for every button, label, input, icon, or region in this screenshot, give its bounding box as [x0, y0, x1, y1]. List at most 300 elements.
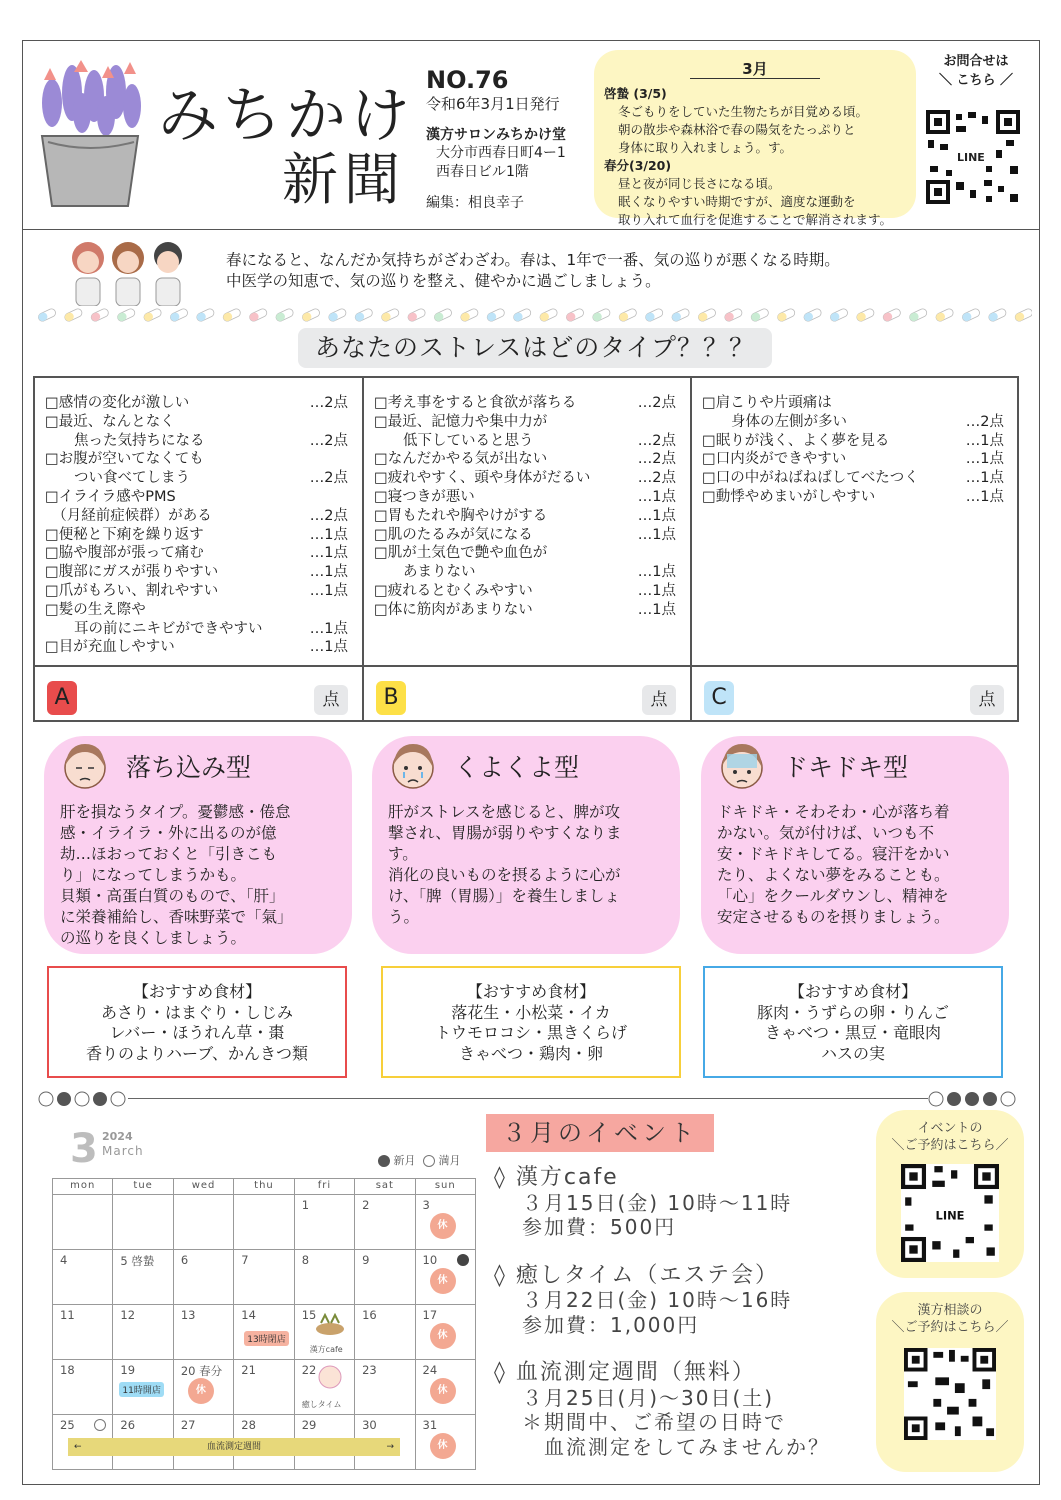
calendar-day: [173, 1195, 233, 1250]
type-description-line: 安定させるものを摂りましょう。: [717, 908, 950, 926]
type-title: 落ち込み型: [126, 753, 252, 782]
consult-qr-code[interactable]: [904, 1348, 996, 1440]
checklist-item[interactable]: [45, 394, 348, 413]
newsletter-title: みちかけ: [158, 81, 414, 151]
checklist-item-text: □肩こりや片頭痛は: [702, 395, 832, 411]
checklist-column-c: [692, 378, 1018, 720]
checklist-item-text: （月経前症候群）がある: [45, 507, 212, 524]
calendar-day: 9: [355, 1250, 415, 1305]
calendar-day: 17 休: [415, 1305, 475, 1360]
capsule-icon: [328, 308, 348, 323]
checklist-item-points: …2点: [965, 413, 1004, 430]
calendar-day: 21: [234, 1360, 294, 1415]
capsule-icon: [724, 308, 744, 323]
publish-date: 令和6年3月1日発行: [426, 95, 560, 113]
food-line: 香りのよりハーブ、かんきつ類: [86, 1043, 308, 1063]
type-description-line: 「心」をクールダウンし、精神を: [717, 887, 949, 905]
holiday-badge: 休: [430, 1213, 456, 1239]
capsule-icon: [988, 308, 1008, 323]
calendar-day: 5 啓蟄: [113, 1250, 173, 1305]
checklist-item[interactable]: [374, 432, 676, 451]
checklist-item[interactable]: [45, 413, 348, 432]
event-reservation-box: [876, 1110, 1024, 1278]
capsule-icon: [829, 308, 849, 323]
holiday-badge: 休: [430, 1268, 456, 1294]
checklist-item[interactable]: [374, 394, 676, 413]
calendar-day: [234, 1195, 294, 1250]
checklist-item-points: …2点: [309, 395, 348, 411]
type-description-line: 肝がストレスを感じると、脾が攻: [388, 803, 621, 821]
checklist-item-points: …1点: [309, 620, 348, 637]
salon-name: 漢方サロンみちかけ堂: [426, 127, 566, 143]
checklist-item-text: 低下していると思う: [374, 432, 534, 449]
checklist-item-points: …1点: [637, 601, 676, 618]
blood-flow-week-bar: [68, 1438, 400, 1456]
solar-term-label: 春分: [199, 1364, 223, 1378]
events-title: ３月のイベント: [486, 1114, 714, 1152]
crying-face-icon: [386, 738, 440, 792]
checklist-item[interactable]: [702, 394, 1004, 413]
checklist-item[interactable]: [45, 507, 348, 526]
calendar-day: 28: [234, 1415, 294, 1470]
season-month: 3月: [690, 60, 820, 79]
capsule-icon: [143, 308, 163, 323]
capsule-icon: [248, 308, 268, 323]
calendar-day: 27: [173, 1415, 233, 1470]
food-title: 【おすすめ食材】: [466, 982, 596, 1001]
contact-text: お問合せは: [943, 54, 1009, 69]
event-detail: 血流測定をしてみませんか？: [522, 1434, 830, 1459]
checklist-item[interactable]: [702, 413, 1004, 432]
full-moon-icon: [94, 1419, 106, 1431]
capsule-icon: [301, 308, 321, 323]
season-box: [594, 50, 916, 227]
food-line: トウモロコシ・黒きくらげ: [434, 1023, 627, 1042]
score-input-c[interactable]: 点: [970, 685, 1004, 715]
moon-dots-left: [38, 1091, 128, 1107]
capsule-icon: [565, 308, 585, 323]
weekday-header: tue: [113, 1179, 173, 1195]
checklist-item[interactable]: [702, 432, 1004, 451]
checklist-item-points: …1点: [309, 564, 348, 581]
checklist-item-text: □最近、記憶力や集中力が: [374, 413, 548, 430]
calendar-day: 7: [234, 1250, 294, 1305]
checklist-item-text: □口内炎ができやすい: [702, 451, 847, 468]
season-text: 身体に取り入れましょう。す。: [618, 140, 793, 155]
consult-reservation-box: [876, 1292, 1024, 1472]
header-divider: [22, 229, 1040, 230]
holiday-badge: 休: [430, 1378, 456, 1404]
checklist-column-a: [35, 378, 364, 720]
checklist-item[interactable]: [374, 507, 676, 526]
holiday-badge: 休: [430, 1433, 456, 1459]
address-line: 大分市西春日町4ー1: [436, 145, 566, 161]
calendar-day: 14 13時閉店: [234, 1305, 294, 1360]
score-row-b: [364, 665, 690, 722]
checklist-item-points: …1点: [309, 545, 348, 562]
calendar-month-name: March: [102, 1144, 144, 1158]
checklist-item-text: □髪の生え際や: [45, 601, 146, 618]
checklist-item-points: …1点: [637, 507, 676, 524]
checklist-item[interactable]: [374, 563, 676, 582]
capsule-icon: [433, 308, 453, 323]
capsule-icon: [908, 308, 928, 323]
checklist-item-text: □胃もたれや胸やけがする: [374, 507, 548, 524]
moon-legend: [378, 1152, 461, 1168]
checklist-item-points: …1点: [965, 470, 1004, 487]
type-description: [60, 802, 340, 949]
type-b-badge: B: [376, 681, 406, 715]
calendar-day: 20 春分 休: [173, 1360, 233, 1415]
checklist-item-points: …2点: [637, 395, 676, 411]
checklist-item-text: □爪がもろい、割れやすい: [45, 582, 219, 599]
capsule-icon: [486, 308, 506, 323]
events-list: [494, 1166, 830, 1459]
capsule-icon: [460, 308, 480, 323]
event-qr-code[interactable]: [901, 1164, 999, 1262]
capsule-icon: [776, 308, 796, 323]
food-box-b: [381, 966, 681, 1078]
checklist-item[interactable]: [45, 526, 348, 545]
season-text: 取り入れて血行を促進することで解消されます。: [618, 212, 893, 227]
season-term-1: 啓蟄 (3/5): [604, 86, 667, 101]
checklist-item-text: □体に筋肉があまりない: [374, 601, 533, 618]
type-title: くよくよ型: [454, 753, 580, 782]
calendar-day: 22 癒しタイム: [294, 1360, 354, 1415]
flower-bucket-illustration: [34, 58, 146, 208]
checklist-item-text: つい食べてしまう: [45, 470, 190, 487]
event-name: ◊ 癒しタイム（エステ会）: [494, 1262, 779, 1288]
staff-illustration: [66, 234, 192, 306]
capsule-border: [32, 306, 1032, 324]
anxious-face-icon: [715, 738, 769, 792]
event-label: 癒しタイム: [301, 1400, 342, 1409]
checklist-item-text: □肌のたるみが気になる: [374, 526, 533, 543]
qr-caption: 漢方相談の: [917, 1303, 983, 1318]
food-line: 豚肉・うずらの卵・りんご: [756, 1002, 949, 1022]
checklist-item-text: □イライラ感やPMS: [45, 488, 176, 505]
line-logo-text: LINE: [957, 151, 985, 164]
arrow-right-icon: →: [386, 1442, 394, 1452]
qr-caption: イベントの: [917, 1121, 983, 1136]
weekday-header: mon: [53, 1179, 113, 1195]
checklist-item-points: …1点: [309, 582, 348, 599]
food-line: きゃべつ・黒豆・竜眼肉: [764, 1023, 941, 1042]
capsule-icon: [1014, 308, 1032, 323]
calendar-day: 19 11時開店: [113, 1360, 173, 1415]
checklist-item[interactable]: [702, 450, 1004, 469]
capsule-icon: [592, 308, 612, 323]
type-description-line: ドキドキ・そわそわ・心が落ち着: [717, 803, 950, 821]
checklist-item-text: あまりない: [374, 564, 476, 581]
season-text: 昼と夜が同じ長さになる頃。: [618, 176, 781, 191]
qr-caption: ＼ご予約はこちら／: [891, 1138, 1009, 1153]
capsule-icon: [354, 308, 374, 323]
type-description-line: け、「脾（胃腸）」を養生しましょ: [388, 887, 620, 905]
full-moon-icon: [423, 1155, 435, 1167]
checklist-item[interactable]: [45, 469, 348, 488]
checklist-item-text: □目が充血しやすい: [45, 639, 175, 656]
capsule-icon: [169, 308, 189, 323]
capsule-icon: [196, 308, 216, 323]
capsule-icon: [935, 308, 955, 323]
checklist-item[interactable]: [374, 582, 676, 601]
address-line: 西春日ビル1階: [436, 164, 529, 180]
type-c-badge: C: [704, 681, 734, 715]
type-description-line: に栄養補給し、香味野菜で「氣」: [60, 908, 293, 926]
checklist-items-a: [45, 394, 348, 657]
new-moon-icon: [378, 1155, 390, 1167]
calendar-day: 2: [355, 1195, 415, 1250]
calendar-day: 25: [53, 1415, 113, 1470]
capsule-icon: [644, 308, 664, 323]
checklist-item-text: □口の中がねばねばしてべたつく: [702, 470, 919, 487]
weekday-header: wed: [173, 1179, 233, 1195]
checklist-item-text: □脇や腹部が張って痛む: [45, 545, 204, 562]
calendar-day: 11: [53, 1305, 113, 1360]
calendar-day: 10 休: [415, 1250, 475, 1305]
checklist-item-text: □感情の変化が激しい: [45, 395, 190, 411]
capsule-icon: [64, 308, 84, 323]
calendar-day: 30: [355, 1415, 415, 1470]
checklist-item[interactable]: [45, 432, 348, 451]
calendar-day: 12: [113, 1305, 173, 1360]
type-description-line: 貝類・高蛋白質のもので、「肝」: [60, 887, 285, 905]
calendar-day: 23: [355, 1360, 415, 1415]
checklist-item-points: …2点: [309, 507, 348, 524]
season-text: 朝の散歩や森林浴で春の陽気をたっぷりと: [618, 122, 856, 137]
checklist-item-points: …1点: [637, 526, 676, 543]
food-line: あさり・はまぐり・しじみ: [100, 1002, 293, 1022]
type-description-line: かない。気が付けば、いつも不: [717, 824, 935, 842]
event-name: ◊ 血流測定週間（無料）: [494, 1360, 756, 1385]
event-detail: ３月15日(金) 10時～11時: [522, 1190, 793, 1215]
event-label: 漢方cafe: [309, 1345, 343, 1354]
checklist-item-text: □便秘と下痢を繰り返す: [45, 526, 204, 543]
checklist-item-points: …2点: [637, 470, 676, 487]
section-divider: [128, 1098, 928, 1099]
food-box-a: [47, 966, 347, 1078]
herb-icon: [313, 1313, 347, 1337]
opening-time-tag: 11時開店: [119, 1382, 163, 1397]
checklist-items-c: [702, 394, 1004, 507]
calendar-day: 29: [294, 1415, 354, 1470]
calendar-day: 18: [53, 1360, 113, 1415]
calendar-month-number: 3: [70, 1126, 98, 1172]
type-description-line: 肝を損なうタイプ。憂鬱感・倦怠: [60, 803, 291, 821]
type-description-line: の巡りを良くしましょう。: [60, 929, 247, 947]
capsule-icon: [407, 308, 427, 323]
capsule-icon: [116, 308, 136, 323]
checklist-item[interactable]: [374, 469, 676, 488]
checklist-item-points: …2点: [309, 432, 348, 449]
checklist-item[interactable]: [702, 469, 1004, 488]
checklist-item-points: …1点: [637, 564, 676, 581]
stress-checklist: [33, 376, 1019, 722]
weekday-header: sun: [415, 1179, 475, 1195]
calendar-day: 1: [294, 1195, 354, 1250]
checklist-item[interactable]: [45, 601, 348, 620]
intro-text: [226, 250, 840, 292]
capsule-icon: [90, 308, 110, 323]
checklist-item-text: 耳の前にニキビができやすい: [45, 620, 263, 637]
event-detail: ３月22日(金) 10時～16時: [522, 1288, 793, 1312]
checklist-item[interactable]: [45, 638, 348, 657]
bar-label: 血流測定週間: [206, 1442, 261, 1452]
contact-label: [924, 52, 1028, 90]
calendar-day: [53, 1195, 113, 1250]
legend-new-moon: 新月: [393, 1154, 416, 1167]
closing-time-tag: 13時閉店: [244, 1331, 288, 1346]
checklist-item-points: …1点: [965, 488, 1004, 505]
address: [436, 144, 566, 182]
capsule-icon: [618, 308, 638, 323]
calendar-day: 13: [173, 1305, 233, 1360]
score-input-a[interactable]: 点: [314, 685, 348, 715]
event-detail: 参加費：500円: [522, 1215, 677, 1239]
calendar-day: 6: [173, 1250, 233, 1305]
type-a-badge: A: [47, 681, 77, 715]
calendar-year: 2024: [102, 1130, 133, 1143]
editor: 編集：相良幸子: [426, 195, 524, 211]
newsletter-title-2: 新聞: [282, 148, 406, 213]
checklist-item-text: □考え事をすると食欲が落ちる: [374, 395, 577, 411]
checklist-item[interactable]: [45, 488, 348, 507]
checklist-item-points: …2点: [637, 451, 676, 468]
score-input-b[interactable]: 点: [642, 685, 676, 715]
capsule-icon: [671, 308, 691, 323]
type-description-line: う。: [388, 908, 420, 926]
relax-icon: [317, 1364, 343, 1392]
event-detail: ３月25日(月)～30日(土): [522, 1385, 775, 1410]
checklist-item-points: …1点: [637, 582, 676, 599]
type-description-line: たり、よくない夢をみることも。: [717, 866, 950, 884]
type-description: [388, 802, 668, 928]
sad-face-icon: [58, 738, 112, 792]
food-title: 【おすすめ食材】: [132, 982, 262, 1001]
checklist-item-text: 身体の左側が多い: [702, 413, 847, 430]
capsule-icon: [222, 308, 242, 323]
season-text: 眠くなりやすい時期ですが、適度な運動を: [618, 194, 856, 209]
type-description-line: 撃され、胃腸が弱りやすくなりま: [388, 824, 622, 842]
event-detail: 参加費：1,000円: [522, 1312, 700, 1337]
checklist-item[interactable]: [374, 488, 676, 507]
solar-term-label: 啓蟄: [131, 1254, 155, 1268]
checklist-item-points: …1点: [965, 432, 1004, 449]
issue-number: NO.76: [426, 66, 509, 94]
calendar-day: 4: [53, 1250, 113, 1305]
capsule-icon: [275, 308, 295, 323]
contact-text: ＼ こちら ／: [938, 73, 1014, 88]
checklist-item-points: …1点: [637, 488, 676, 505]
checklist-item-text: □疲れるとむくみやすい: [374, 582, 533, 599]
type-description-line: 劫…ほおっておくと「引きこも: [60, 845, 278, 863]
food-line: きゃべつ・鶏肉・卵: [458, 1043, 603, 1063]
checklist-item-text: □肌が土気色で艶や血色が: [374, 545, 548, 562]
checklist-item-text: □疲れやすく、頭や身体がだるい: [374, 470, 591, 487]
event-name: ◊ 漢方cafe: [494, 1165, 619, 1190]
capsule-icon: [380, 308, 400, 323]
checklist-item-text: □お腹が空いてなくても: [45, 451, 204, 468]
calendar-day: 31 休: [415, 1415, 475, 1470]
holiday-badge: 休: [430, 1323, 456, 1349]
calendar-day: 3 休: [415, 1195, 475, 1250]
calendar-day: 24 休: [415, 1360, 475, 1415]
calendar-day: [113, 1195, 173, 1250]
checklist-item[interactable]: [374, 544, 676, 563]
checklist-item-points: …1点: [309, 639, 348, 656]
capsule-icon: [37, 308, 57, 323]
checklist-item[interactable]: [374, 413, 676, 432]
capsule-icon: [512, 308, 532, 323]
checklist-item-text: □腹部にガスが張りやすい: [45, 564, 219, 581]
checklist-item-points: …2点: [309, 470, 348, 487]
checklist-item-points: …1点: [309, 526, 348, 543]
qr-caption: ＼ご予約はこちら／: [891, 1320, 1009, 1335]
capsule-icon: [803, 308, 823, 323]
capsule-icon: [882, 308, 902, 323]
calendar-header: [70, 1126, 144, 1172]
type-description-line: り」になってしまうかも。: [60, 866, 247, 884]
checklist-item[interactable]: [45, 582, 348, 601]
intro-line: 春になると、なんだか気持ちがざわざわ。春は、1年で一番、気の巡りが悪くなる時期。: [226, 251, 840, 269]
checklist-items-b: [374, 394, 676, 620]
checklist-item[interactable]: [45, 563, 348, 582]
type-card-worried: [372, 736, 680, 954]
calendar-day: 16: [355, 1305, 415, 1360]
capsule-icon: [856, 308, 876, 323]
checklist-item[interactable]: [374, 601, 676, 620]
capsule-icon: [750, 308, 770, 323]
type-card-anxious: [701, 736, 1009, 954]
checklist-item-text: 焦った気持ちになる: [45, 432, 205, 449]
legend-full-moon: 満月: [438, 1154, 461, 1167]
type-description-line: 消化の良いものを摂るように心が: [388, 866, 621, 884]
checklist-item[interactable]: [45, 620, 348, 639]
checklist-item-text: □寝つきが悪い: [374, 488, 475, 505]
new-moon-icon: [457, 1254, 469, 1266]
calendar-day: 8: [294, 1250, 354, 1305]
holiday-badge: 休: [188, 1378, 214, 1404]
checklist-column-b: [364, 378, 692, 720]
checklist-item-text: □動悸やめまいがしやすい: [702, 488, 876, 505]
arrow-left-icon: ←: [74, 1442, 82, 1452]
checklist-item[interactable]: [45, 450, 348, 469]
event-detail: ＊期間中、ご希望の日時で: [522, 1410, 786, 1434]
calendar-day: 15 漢方cafe: [294, 1305, 354, 1360]
food-line: 落花生・小松菜・イカ: [451, 1002, 611, 1022]
food-title: 【おすすめ食材】: [788, 982, 918, 1001]
calendar-day: 26: [113, 1415, 173, 1470]
moon-dots-right: [928, 1091, 1018, 1107]
type-title: ドキドキ型: [783, 753, 909, 782]
type-description-line: 感・イライラ・外に出るのが億: [60, 824, 277, 842]
intro-line: 中医学の知恵で、気の巡りを整え、健やかに過ごしましょう。: [226, 272, 661, 290]
weekday-header: fri: [294, 1179, 354, 1195]
checklist-item[interactable]: [374, 450, 676, 469]
checklist-item[interactable]: [45, 544, 348, 563]
food-line: ハスの実: [820, 1043, 885, 1063]
type-description: [717, 802, 997, 928]
type-description-line: 安・ドキドキしてる。寝汗をかい: [717, 845, 950, 863]
capsule-icon: [697, 308, 717, 323]
food-box-c: [703, 966, 1003, 1078]
stress-quiz-title: あなたのストレスはどのタイプ？？？: [298, 328, 772, 368]
checklist-item[interactable]: [374, 526, 676, 545]
checklist-item-points: …2点: [637, 432, 676, 449]
season-term-2: 春分(3/20): [604, 158, 672, 173]
checklist-item[interactable]: [702, 488, 1004, 507]
